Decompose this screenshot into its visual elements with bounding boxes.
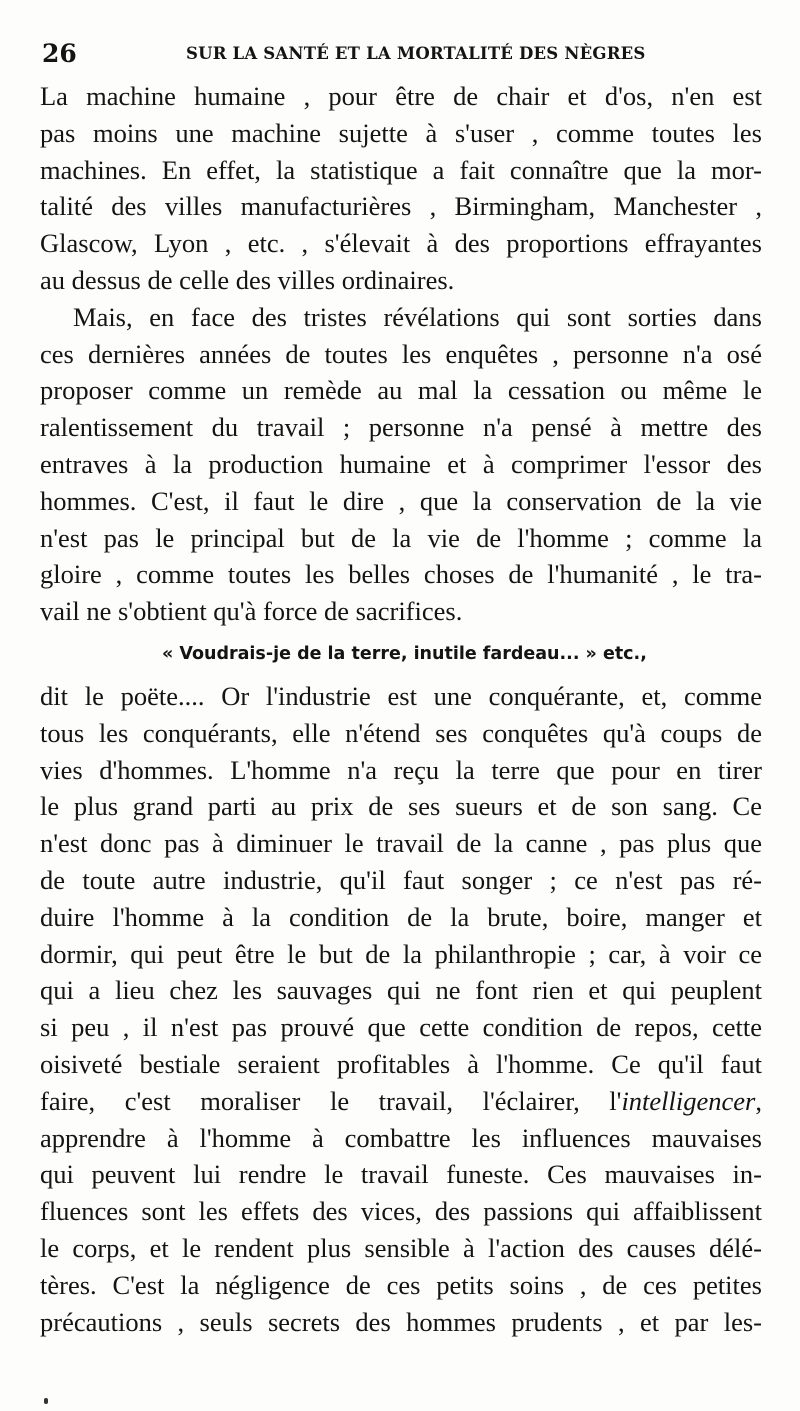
text-line: si peu , il n'est pas prouvé que cette condition de repos, cette <box>40 1012 762 1043</box>
text-line: machines. En effet, la statistique a fait connaître que la mor- <box>40 154 762 185</box>
text-line: Mais, en face des tristes révélations qui sont sorties dans <box>73 301 762 332</box>
text-line: apprendre à l'homme à combattre les influences mauvaises <box>40 1122 762 1153</box>
text-line: n'est donc pas à diminuer le travail de la canne , pas plus que <box>40 828 762 859</box>
page-header <box>40 36 760 72</box>
text-line: ralentissement du travail ; personne n'a pensé à mettre des <box>40 412 762 443</box>
italic-term: intelligencer <box>621 1085 756 1116</box>
text-line: talité des villes manufacturières , Birmingham, Manchester , <box>40 191 762 222</box>
text-line: proposer comme un remède au mal la cessation ou même le <box>40 375 762 406</box>
text-line: vail ne s'obtient qu'à force de sacrifices. <box>40 596 463 627</box>
text-segment: , <box>755 1085 762 1116</box>
text-segment: faire, c'est moraliser le travail, l'éclairer, l' <box>40 1085 622 1116</box>
body-text <box>40 78 762 1340</box>
text-line: vies d'hommes. L'homme n'a reçu la terre que pour en tirer <box>40 754 762 785</box>
text-line: tères. C'est la négligence de ces petits soins , de ces petites <box>40 1269 762 1300</box>
text-line: dormir, qui peut être le but de la philanthropie ; car, à voir ce <box>40 938 762 969</box>
text-line: qui a lieu chez les sauvages qui ne font rien et qui peuplent <box>40 975 762 1006</box>
text-line: tous les conquérants, elle n'étend ses conquêtes qu'à coups de <box>40 717 762 748</box>
running-head: SUR LA SANTÉ ET LA MORTALITÉ DES NÈGRES <box>186 44 646 63</box>
text-line: pas moins une machine sujette à s'user , comme toutes les <box>40 117 762 148</box>
page-number: 26 <box>42 39 77 68</box>
text-line: de toute autre industrie, qu'il faut songer ; ce n'est pas ré- <box>40 864 762 895</box>
text-line: La machine humaine , pour être de chair et d'os, n'en est <box>40 81 762 111</box>
text-line: dit le poëte.... Or l'industrie est une conquérante, et, comme <box>40 680 762 711</box>
text-line: au dessus de celle des villes ordinaires. <box>40 264 455 295</box>
text-line: oisiveté bestiale seraient profitables à l'homme. Ce qu'il faut <box>40 1048 762 1079</box>
text-line: n'est pas le principal but de la vie de l'homme ; comme la <box>40 522 762 553</box>
text-line: ces dernières années de toutes les enquêtes , personne n'a osé <box>40 338 762 369</box>
text-line: le corps, et le rendent plus sensible à l'action des causes délé- <box>40 1232 762 1263</box>
text-line: le plus grand parti au prix de ses sueurs et de son sang. Ce <box>40 791 762 822</box>
text-line: entraves à la production humaine et à comprimer l'essor des <box>40 448 762 479</box>
text-line: gloire , comme toutes les belles choses de l'humanité , le tra- <box>40 559 762 590</box>
text-line: fluences sont les effets des vices, des passions qui affaiblissent <box>40 1196 762 1227</box>
text-line: Glascow, Lyon , etc. , s'élevait à des proportions effrayantes <box>40 228 762 259</box>
text-line: qui peuvent lui rendre le travail funeste. Ces mauvaises in- <box>40 1159 762 1190</box>
verse-quotation: « Voudrais-je de la terre, inutile fardeau... » etc., <box>162 643 647 664</box>
text-line <box>40 1083 762 1120</box>
ink-speck <box>44 1398 48 1404</box>
text-line: hommes. C'est, il faut le dire , que la conservation de la vie <box>40 485 762 516</box>
text-line: précautions , seuls secrets des hommes prudents , et par les- <box>40 1306 762 1337</box>
text-line: duire l'homme à la condition de la brute, boire, manger et <box>40 901 762 932</box>
